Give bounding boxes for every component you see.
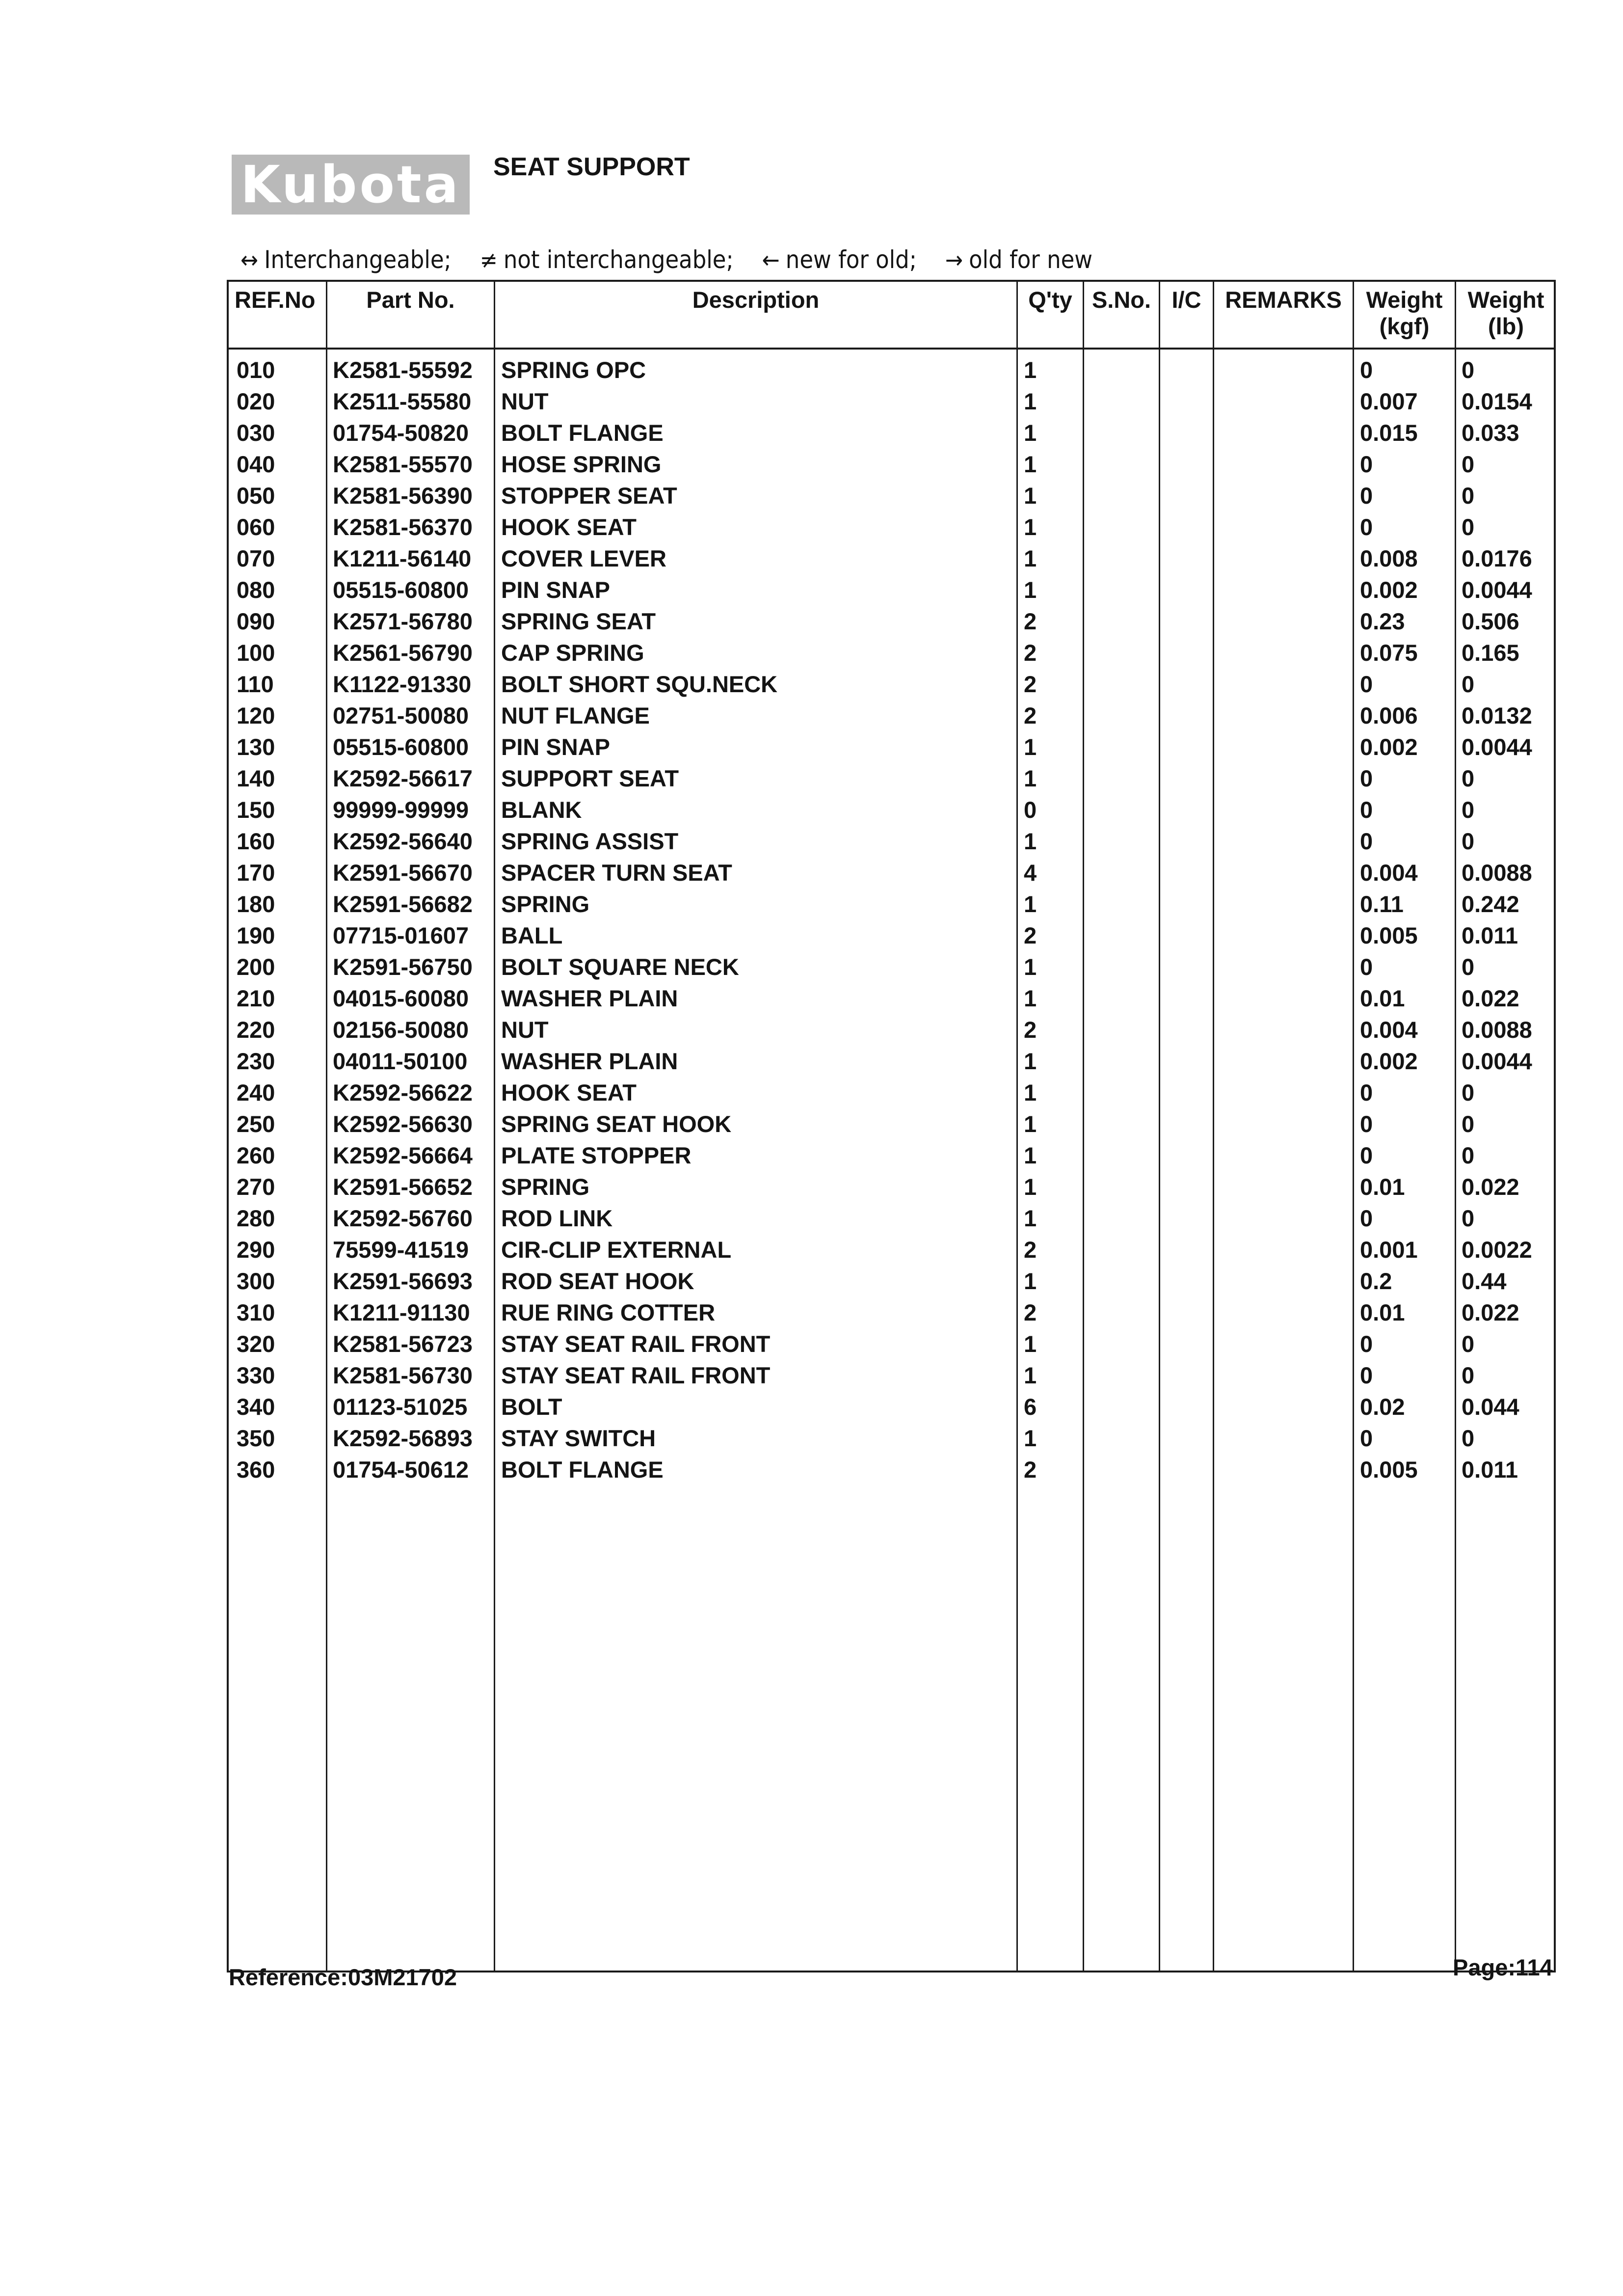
description-cell: BOLT FLANGE [501, 420, 664, 446]
table-row [229, 826, 1554, 857]
table-row [229, 1391, 1554, 1423]
description-cell: SPRING [501, 891, 590, 917]
part-number-cell: K2581-56723 [333, 1331, 473, 1357]
part-number-cell: 01123-51025 [333, 1394, 468, 1420]
description-cell: BLANK [501, 797, 582, 823]
weight-lb-cell: 0.165 [1462, 640, 1519, 666]
column-header-weight-lb [1456, 287, 1556, 340]
part-number-cell: K2591-56750 [333, 954, 473, 980]
ref-cell: 070 [237, 545, 275, 571]
quantity-cell: 2 [1024, 608, 1037, 634]
ref-cell: 220 [237, 1017, 275, 1043]
part-number-cell: K1211-56140 [333, 545, 472, 571]
part-number-cell: K2591-56682 [333, 891, 473, 917]
part-number-cell: K2571-56780 [333, 608, 473, 634]
description-cell: ROD SEAT HOOK [501, 1268, 694, 1294]
table-row [229, 669, 1554, 700]
part-number-cell: 04011-50100 [333, 1048, 468, 1074]
weight-kgf-cell: 0.006 [1360, 702, 1418, 729]
description-cell: STAY SEAT RAIL FRONT [501, 1362, 771, 1388]
table-row [229, 1140, 1554, 1171]
part-number-cell: 02156-50080 [333, 1017, 469, 1043]
ref-cell: 280 [237, 1205, 275, 1231]
column-header-serial-no: S.No. [1091, 287, 1151, 313]
description-cell: WASHER PLAIN [501, 985, 678, 1011]
quantity-cell: 1 [1024, 985, 1037, 1011]
table-row [229, 1423, 1554, 1454]
weight-lb-cell: 0.0044 [1462, 1048, 1532, 1074]
description-cell: NUT FLANGE [501, 702, 650, 729]
part-number-cell: K2592-56640 [333, 828, 473, 854]
quantity-cell: 1 [1024, 1080, 1037, 1106]
ref-cell: 130 [237, 734, 275, 760]
weight-lb-cell: 0 [1462, 483, 1475, 509]
weight-lb-cell: 0 [1462, 1362, 1475, 1388]
table-row [229, 1328, 1554, 1360]
description-cell: HOOK SEAT [501, 514, 637, 540]
ref-cell: 290 [237, 1237, 275, 1263]
table-row [229, 700, 1554, 731]
quantity-cell: 1 [1024, 483, 1037, 509]
description-cell: STOPPER SEAT [501, 483, 677, 509]
quantity-cell: 2 [1024, 671, 1037, 697]
description-cell: PLATE STOPPER [501, 1142, 692, 1168]
quantity-cell: 1 [1024, 1331, 1037, 1357]
column-header-ref: REF.No [235, 287, 316, 313]
weight-kgf-cell: 0.002 [1360, 734, 1418, 760]
weight-lb-cell: 0.242 [1462, 891, 1519, 917]
part-number-cell: K2591-56693 [333, 1268, 473, 1294]
weight-lb-cell: 0.0088 [1462, 860, 1532, 886]
part-number-cell: 99999-99999 [333, 797, 469, 823]
weight-lb-cell: 0.0044 [1462, 577, 1532, 603]
part-number-cell: 75599-41519 [333, 1237, 469, 1263]
weight-kgf-cell: 0.01 [1360, 1174, 1405, 1200]
table-row [229, 920, 1554, 951]
ref-cell: 180 [237, 891, 275, 917]
weight-lb-cell: 0.022 [1462, 1174, 1519, 1200]
column-header-remarks: REMARKS [1225, 287, 1342, 313]
legend-text: Interchangeable; [264, 245, 452, 274]
weight-kgf-cell: 0.23 [1360, 608, 1405, 634]
table-row [229, 480, 1554, 512]
ref-cell: 110 [237, 671, 274, 697]
ref-cell: 050 [237, 483, 275, 509]
ref-cell: 310 [237, 1299, 275, 1325]
weight-lb-cell: 0.506 [1462, 608, 1519, 634]
ref-cell: 270 [237, 1174, 275, 1200]
weight-lb-cell: 0 [1462, 765, 1475, 791]
ref-cell: 120 [237, 702, 275, 729]
quantity-cell: 1 [1024, 357, 1037, 383]
weight-kgf-cell: 0.005 [1360, 1457, 1418, 1483]
description-cell: STAY SEAT RAIL FRONT [501, 1331, 771, 1357]
quantity-cell: 1 [1024, 1111, 1037, 1137]
ref-cell: 200 [237, 954, 275, 980]
ref-cell: 020 [237, 388, 275, 414]
quantity-cell: 1 [1024, 451, 1037, 477]
reference-number: Reference:03M21702 [229, 1964, 457, 1990]
weight-kgf-cell: 0 [1360, 797, 1373, 823]
weight-kgf-cell: 0.001 [1360, 1237, 1418, 1263]
weight-kgf-cell: 0.015 [1360, 420, 1418, 446]
quantity-cell: 1 [1024, 1174, 1037, 1200]
weight-kgf-cell: 0.2 [1360, 1268, 1392, 1294]
weight-kgf-cell: 0.002 [1360, 1048, 1418, 1074]
table-row [229, 1077, 1554, 1108]
quantity-cell: 1 [1024, 765, 1037, 791]
description-cell: CAP SPRING [501, 640, 644, 666]
weight-kgf-cell: 0 [1360, 765, 1373, 791]
ref-cell: 350 [237, 1425, 275, 1451]
description-cell: BALL [501, 922, 563, 948]
right-arrow-icon: → [945, 246, 963, 274]
description-cell: BOLT FLANGE [501, 1457, 664, 1483]
quantity-cell: 1 [1024, 545, 1037, 571]
weight-kgf-cell: 0 [1360, 1111, 1373, 1137]
weight-lb-cell: 0 [1462, 357, 1475, 383]
description-cell: SPRING ASSIST [501, 828, 679, 854]
ref-cell: 260 [237, 1142, 275, 1168]
interchangeability-legend [240, 245, 1092, 274]
table-row [229, 1171, 1554, 1203]
quantity-cell: 2 [1024, 1017, 1037, 1043]
part-number-cell: K2511-55580 [333, 388, 472, 414]
part-number-cell: K2581-56730 [333, 1362, 473, 1388]
both-arrows-icon: ↔ [240, 246, 259, 274]
column-header-ic: I/C [1171, 287, 1201, 313]
description-cell: SPRING SEAT [501, 608, 656, 634]
weight-kgf-cell: 0 [1360, 671, 1373, 697]
ref-cell: 330 [237, 1362, 275, 1388]
weight-lb-cell: 0 [1462, 954, 1475, 980]
weight-kgf-cell: 0.005 [1360, 922, 1418, 948]
table-row [229, 512, 1554, 543]
table-row [229, 951, 1554, 983]
ref-cell: 170 [237, 860, 275, 886]
part-number-cell: K2592-56617 [333, 765, 473, 791]
quantity-cell: 1 [1024, 1205, 1037, 1231]
quantity-cell: 1 [1024, 420, 1037, 446]
table-row [229, 354, 1554, 386]
part-number-cell: K2561-56790 [333, 640, 473, 666]
quantity-cell: 2 [1024, 702, 1037, 729]
page-title: SEAT SUPPORT [493, 153, 690, 181]
weight-kgf-cell: 0.008 [1360, 545, 1418, 571]
legend-text: old for new [969, 245, 1093, 274]
weight-kgf-cell: 0 [1360, 1331, 1373, 1357]
description-cell: SUPPORT SEAT [501, 765, 679, 791]
ref-cell: 150 [237, 797, 275, 823]
table-row [229, 1266, 1554, 1297]
weight-lb-cell: 0.0022 [1462, 1237, 1532, 1263]
description-cell: SPRING [501, 1174, 590, 1200]
weight-lb-cell: 0 [1462, 514, 1475, 540]
weight-lb-cell: 0 [1462, 1331, 1475, 1357]
ref-cell: 230 [237, 1048, 275, 1074]
table-row [229, 386, 1554, 417]
weight-kgf-cell: 0 [1360, 1080, 1373, 1106]
weight-kgf-cell: 0 [1360, 828, 1373, 854]
part-number-cell: 05515-60800 [333, 577, 469, 603]
ref-cell: 090 [237, 608, 275, 634]
logo-text: Kubota [240, 155, 461, 215]
weight-lb-cell: 0.033 [1462, 420, 1519, 446]
part-number-cell: K2592-56630 [333, 1111, 473, 1137]
quantity-cell: 1 [1024, 1142, 1037, 1168]
not-equal-icon: ≠ [479, 246, 498, 274]
weight-lb-cell: 0.011 [1462, 1457, 1518, 1483]
description-cell: NUT [501, 1017, 549, 1043]
weight-kgf-cell: 0.004 [1360, 1017, 1418, 1043]
description-cell: BOLT SQUARE NECK [501, 954, 739, 980]
header-line: Weight [1366, 287, 1443, 313]
quantity-cell: 2 [1024, 640, 1037, 666]
weight-lb-cell: 0.0132 [1462, 702, 1532, 729]
header-unit: (lb) [1488, 313, 1524, 339]
quantity-cell: 2 [1024, 1299, 1037, 1325]
quantity-cell: 1 [1024, 1048, 1037, 1074]
weight-kgf-cell: 0 [1360, 514, 1373, 540]
description-cell: HOOK SEAT [501, 1080, 637, 1106]
description-cell: SPACER TURN SEAT [501, 860, 732, 886]
weight-lb-cell: 0 [1462, 797, 1475, 823]
description-cell: PIN SNAP [501, 577, 610, 603]
part-number-cell: K2592-56664 [333, 1142, 473, 1168]
quantity-cell: 1 [1024, 1268, 1037, 1294]
quantity-cell: 1 [1024, 891, 1037, 917]
weight-lb-cell: 0 [1462, 451, 1475, 477]
ref-cell: 100 [237, 640, 275, 666]
quantity-cell: 1 [1024, 828, 1037, 854]
weight-lb-cell: 0 [1462, 1425, 1475, 1451]
table-row [229, 983, 1554, 1014]
weight-kgf-cell: 0 [1360, 1205, 1373, 1231]
ref-cell: 140 [237, 765, 275, 791]
weight-kgf-cell: 0.01 [1360, 985, 1405, 1011]
quantity-cell: 1 [1024, 514, 1037, 540]
weight-lb-cell: 0.011 [1462, 922, 1518, 948]
part-number-cell: K2592-56622 [333, 1080, 473, 1106]
table-row [229, 1108, 1554, 1140]
weight-kgf-cell: 0 [1360, 483, 1373, 509]
ref-cell: 040 [237, 451, 275, 477]
column-header-weight-kgf [1354, 287, 1455, 340]
part-number-cell: 05515-60800 [333, 734, 469, 760]
quantity-cell: 4 [1024, 860, 1037, 886]
weight-lb-cell: 0.044 [1462, 1394, 1519, 1420]
weight-lb-cell: 0.022 [1462, 985, 1519, 1011]
quantity-cell: 2 [1024, 1237, 1037, 1263]
quantity-cell: 1 [1024, 1362, 1037, 1388]
quantity-cell: 1 [1024, 954, 1037, 980]
weight-lb-cell: 0.022 [1462, 1299, 1519, 1325]
table-row [229, 574, 1554, 606]
quantity-cell: 1 [1024, 577, 1037, 603]
part-number-cell: K2591-56652 [333, 1174, 473, 1200]
description-cell: NUT [501, 388, 549, 414]
table-row [229, 1234, 1554, 1266]
weight-kgf-cell: 0.075 [1360, 640, 1418, 666]
part-number-cell: K1122-91330 [333, 671, 472, 697]
weight-kgf-cell: 0 [1360, 357, 1373, 383]
legend-item-interchangeable [240, 245, 452, 274]
weight-lb-cell: 0 [1462, 1080, 1475, 1106]
description-cell: CIR-CLIP EXTERNAL [501, 1237, 732, 1263]
column-header-qty: Q'ty [1028, 287, 1072, 313]
table-row [229, 794, 1554, 826]
ref-cell: 360 [237, 1457, 275, 1483]
header-unit: (kgf) [1379, 313, 1430, 339]
description-cell: WASHER PLAIN [501, 1048, 678, 1074]
part-number-cell: 01754-50612 [333, 1457, 469, 1483]
column-header-part: Part No. [366, 287, 455, 313]
weight-kgf-cell: 0.002 [1360, 577, 1418, 603]
description-cell: ROD LINK [501, 1205, 613, 1231]
ref-cell: 060 [237, 514, 275, 540]
table-row [229, 417, 1554, 449]
part-number-cell: K1211-91130 [333, 1299, 470, 1325]
description-cell: COVER LEVER [501, 545, 666, 571]
weight-lb-cell: 0 [1462, 828, 1475, 854]
table-row [229, 731, 1554, 763]
part-number-cell: 04015-60080 [333, 985, 469, 1011]
table-row [229, 763, 1554, 794]
weight-lb-cell: 0 [1462, 1111, 1475, 1137]
ref-cell: 080 [237, 577, 275, 603]
quantity-cell: 1 [1024, 734, 1037, 760]
table-row [229, 1046, 1554, 1077]
ref-cell: 190 [237, 922, 275, 948]
table-row [229, 1454, 1554, 1486]
kubota-logo [232, 155, 470, 215]
ref-cell: 320 [237, 1331, 275, 1357]
weight-lb-cell: 0.44 [1462, 1268, 1507, 1294]
quantity-cell: 1 [1024, 1425, 1037, 1451]
ref-cell: 340 [237, 1394, 275, 1420]
description-cell: BOLT SHORT SQU.NECK [501, 671, 778, 697]
quantity-cell: 0 [1024, 797, 1037, 823]
weight-lb-cell: 0.0044 [1462, 734, 1532, 760]
part-number-cell: K2592-56760 [333, 1205, 473, 1231]
weight-kgf-cell: 0.004 [1360, 860, 1418, 886]
parts-table [227, 280, 1556, 1972]
legend-item-old-for-new [945, 245, 1092, 274]
ref-cell: 160 [237, 828, 275, 854]
weight-lb-cell: 0 [1462, 1205, 1475, 1231]
table-row [229, 1203, 1554, 1234]
table-row [229, 857, 1554, 889]
ref-cell: 030 [237, 420, 275, 446]
legend-text: not interchangeable; [503, 245, 734, 274]
description-cell: PIN SNAP [501, 734, 610, 760]
weight-lb-cell: 0 [1462, 671, 1475, 697]
ref-cell: 210 [237, 985, 275, 1011]
quantity-cell: 1 [1024, 388, 1037, 414]
legend-item-not-interchangeable [480, 245, 734, 274]
part-number-cell: 01754-50820 [333, 420, 469, 446]
page-number: Page:114 [1453, 1954, 1553, 1980]
part-number-cell: K2581-55570 [333, 451, 473, 477]
weight-kgf-cell: 0.02 [1360, 1394, 1405, 1420]
weight-lb-cell: 0.0154 [1462, 388, 1532, 414]
weight-kgf-cell: 0 [1360, 1425, 1373, 1451]
part-number-cell: K2591-56670 [333, 860, 473, 886]
part-number-cell: 02751-50080 [333, 702, 469, 729]
quantity-cell: 2 [1024, 1457, 1037, 1483]
weight-kgf-cell: 0.11 [1360, 891, 1404, 917]
table-row [229, 1297, 1554, 1328]
column-header-description: Description [692, 287, 820, 313]
table-row [229, 449, 1554, 480]
weight-kgf-cell: 0 [1360, 954, 1373, 980]
description-cell: RUE RING COTTER [501, 1299, 716, 1325]
left-arrow-icon: ← [762, 246, 780, 274]
ref-cell: 300 [237, 1268, 275, 1294]
weight-lb-cell: 0.0176 [1462, 545, 1532, 571]
weight-kgf-cell: 0.01 [1360, 1299, 1405, 1325]
part-number-cell: K2592-56893 [333, 1425, 473, 1451]
ref-cell: 250 [237, 1111, 275, 1137]
table-row [229, 606, 1554, 637]
part-number-cell: K2581-56370 [333, 514, 473, 540]
weight-lb-cell: 0.0088 [1462, 1017, 1532, 1043]
weight-kgf-cell: 0 [1360, 451, 1373, 477]
header-divider [229, 348, 1554, 350]
description-cell: BOLT [501, 1394, 562, 1420]
table-row [229, 1360, 1554, 1391]
legend-item-new-for-old [762, 245, 917, 274]
ref-cell: 240 [237, 1080, 275, 1106]
ref-cell: 010 [237, 357, 275, 383]
table-row [229, 637, 1554, 669]
header-line: Weight [1467, 287, 1544, 313]
quantity-cell: 2 [1024, 922, 1037, 948]
quantity-cell: 6 [1024, 1394, 1037, 1420]
part-number-cell: K2581-56390 [333, 483, 473, 509]
description-cell: SPRING OPC [501, 357, 646, 383]
weight-kgf-cell: 0 [1360, 1142, 1373, 1168]
weight-kgf-cell: 0.007 [1360, 388, 1418, 414]
legend-text: new for old; [785, 245, 917, 274]
weight-kgf-cell: 0 [1360, 1362, 1373, 1388]
table-row [229, 543, 1554, 574]
part-number-cell: K2581-55592 [333, 357, 473, 383]
description-cell: SPRING SEAT HOOK [501, 1111, 732, 1137]
table-row [229, 1014, 1554, 1046]
part-number-cell: 07715-01607 [333, 922, 469, 948]
description-cell: STAY SWITCH [501, 1425, 656, 1451]
weight-lb-cell: 0 [1462, 1142, 1475, 1168]
table-row [229, 889, 1554, 920]
description-cell: HOSE SPRING [501, 451, 662, 477]
